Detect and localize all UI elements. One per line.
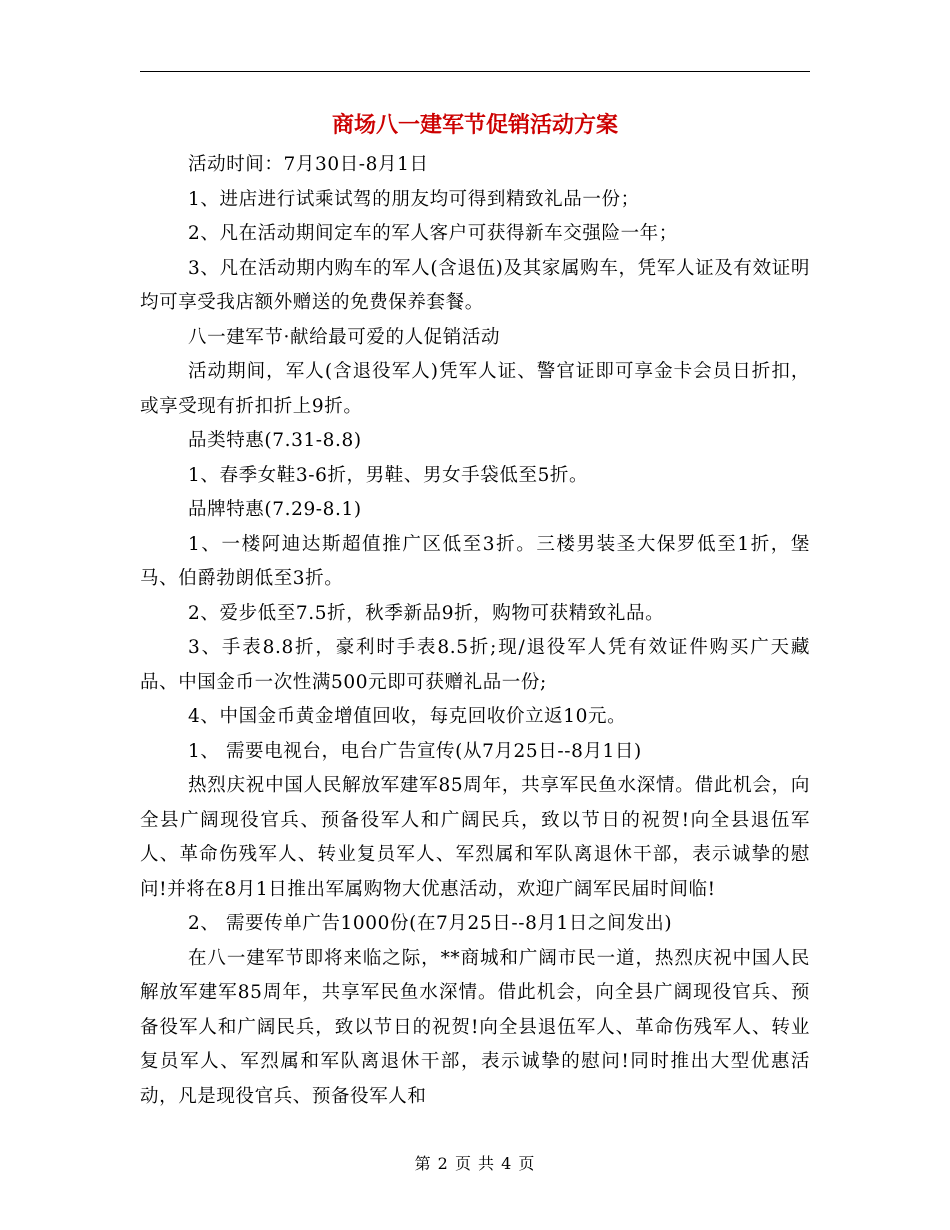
paragraph-item: 2、凡在活动期间定车的军人客户可获得新车交强险一年； <box>188 223 678 244</box>
section-heading: 品牌特惠(7.29-8.1) <box>188 499 362 520</box>
paragraph-item: 4、中国金币黄金增值回收，每克回收价立返10元。 <box>188 706 627 727</box>
paragraph-item: 3、手表8.8折，豪利时手表8.5折;现/退役军人凭有效证件购买广天藏品、中国金币一次性满500元即可获赠礼品一份; <box>140 637 810 693</box>
paragraph: 热烈庆祝中国人民解放军建军85周年，共享军民鱼水深情。借此机会，向全县广阔现役官兵、预备役军人和广阔民兵，致以节日的祝贺!向全县退伍军人、革命伤残军人、转业复员军人、军烈属和军队离退休干部，表示诚挚的慰问!并将在8月1日推出军属购物大优惠活动，欢迎广阔军民届时间临! <box>140 775 810 900</box>
section-heading: 品类特惠(7.31-8.8) <box>188 430 362 451</box>
paragraph: 活动期间，军人(含退役军人)凭军人证、警官证即可享金卡会员日折扣，或享受现有折扣折上9折。 <box>140 361 810 417</box>
paragraph-item: 2、 需要传单广告1000份(在7月25日--8月1日之间发出) <box>188 913 673 934</box>
header-rule <box>140 71 810 72</box>
section-heading: 八一建军节·献给最可爱的人促销活动 <box>188 326 501 348</box>
page-number-footer: 第 2 页 共 4 页 <box>414 1154 536 1173</box>
paragraph-activity-time: 活动时间：7月30日-8月1日 <box>188 154 429 175</box>
document-title: 商场八一建军节促销活动方案 <box>331 113 618 138</box>
paragraph-item: 1、 需要电视台，电台广告宣传(从7月25日--8月1日) <box>188 740 642 762</box>
paragraph-item: 2、爱步低至7.5折，秋季新品9折，购物可获精致礼品。 <box>188 602 665 624</box>
paragraph-item: 1、进店进行试乘试驾的朋友均可得到精致礼品一份； <box>188 188 640 210</box>
paragraph-item: 3、凡在活动期内购车的军人(含退伍)及其家属购车，凭军人证及有效证明均可享受我店额外赠送的免费保养套餐。 <box>140 257 810 313</box>
paragraph-item: 1、一楼阿迪达斯超值推广区低至3折。三楼男装圣大保罗低至1折，堡马、伯爵勃朗低至3折。 <box>140 533 810 589</box>
paragraph: 在八一建军节即将来临之际，**商城和广阔市民一道，热烈庆祝中国人民解放军建军85周年，共享军民鱼水深情。借此机会，向全县广阔现役官兵、预备役军人和广阔民兵，致以节日的祝贺!向全县退伍军人、革命伤残军人、转业复员军人、军烈属和军队离退休干部，表示诚挚的慰问!同时推出大型优惠活动，凡是现役官兵、预备役军人和 <box>140 947 810 1107</box>
document-body <box>140 148 810 1114</box>
paragraph-item: 1、春季女鞋3-6折，男鞋、男女手袋低至5折。 <box>188 464 589 486</box>
